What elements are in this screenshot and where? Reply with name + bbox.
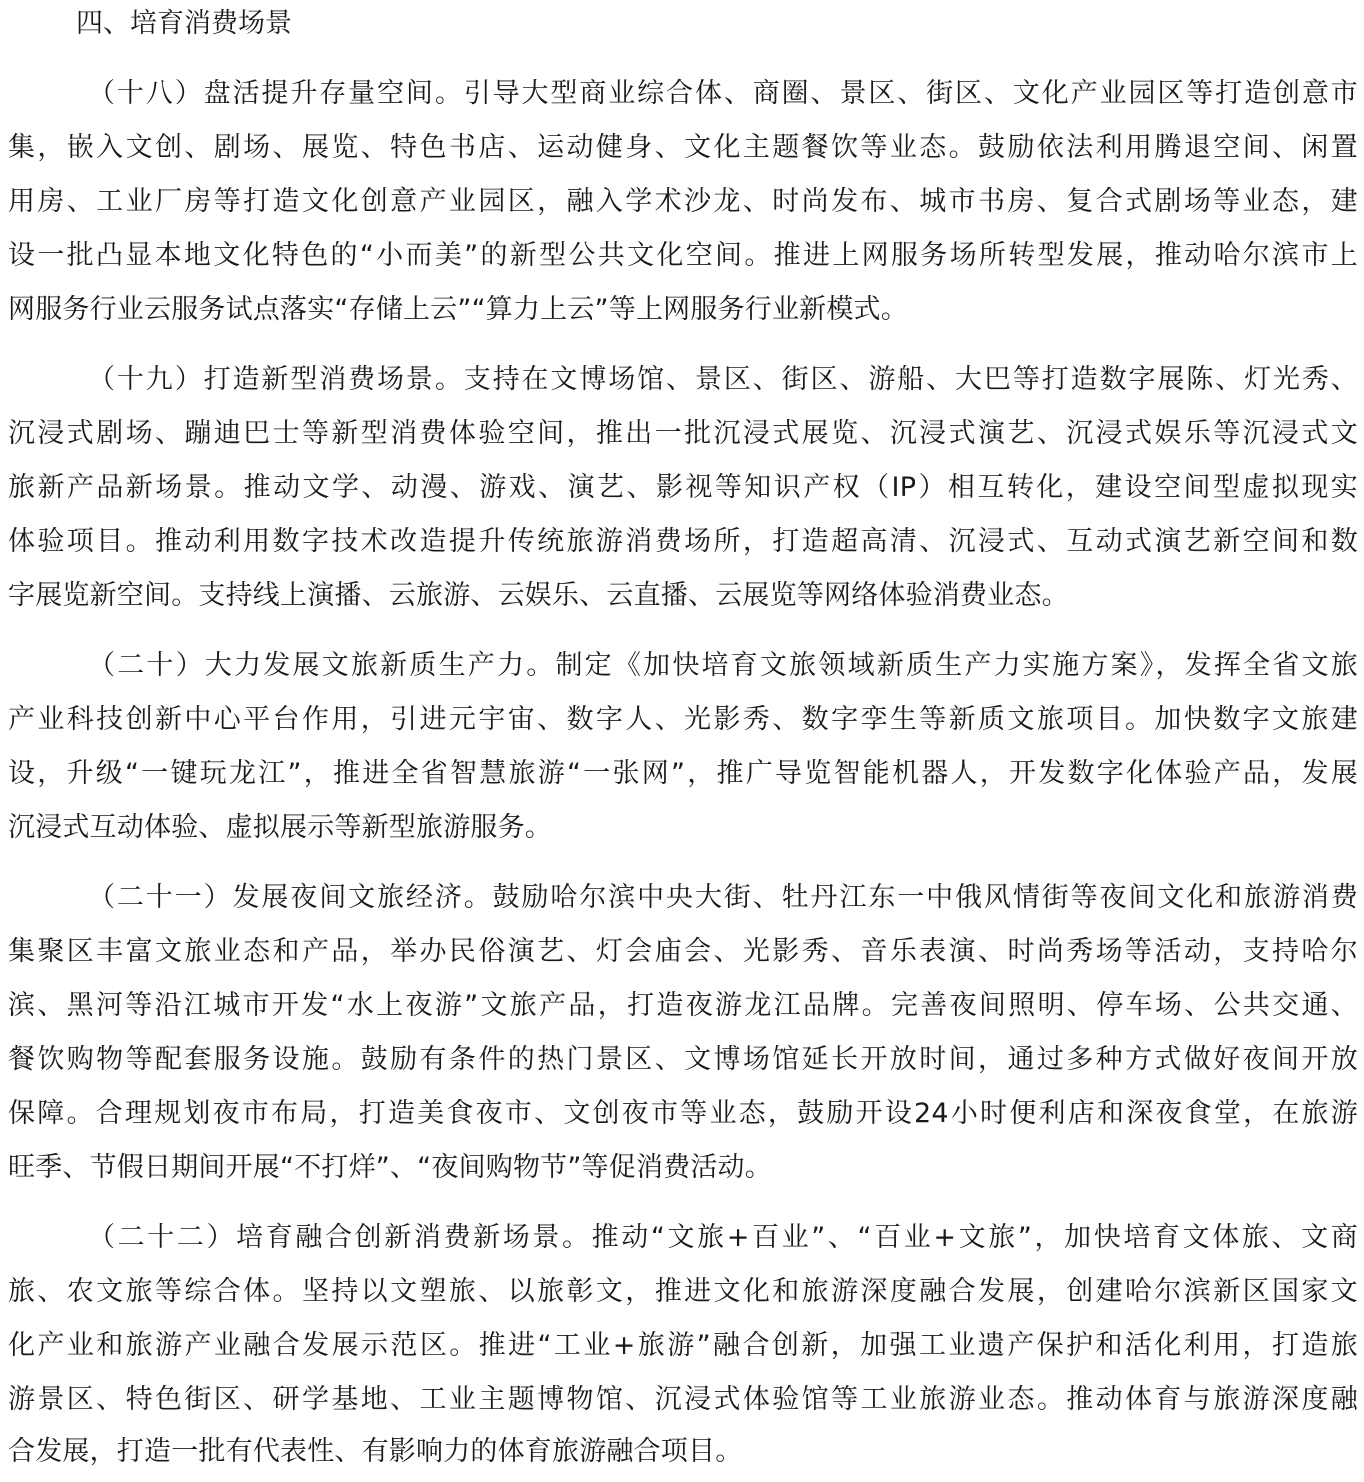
- paragraph-1-line-2: 集，嵌入文创、剧场、展览、特色书店、运动健身、文化主题餐饮等业态。鼓励依法利用腾退空间、闲置: [8, 132, 1358, 163]
- paragraph-4-line-3: 滨、黑河等沿江城市开发“水上夜游”文旅产品，打造夜游龙江品牌。完善夜间照明、停车场、公共交通、: [8, 990, 1358, 1021]
- paragraph-3-line-2: 产业科技创新中心平台作用，引进元宇宙、数字人、光影秀、数字孪生等新质文旅项目。加快数字文旅建: [8, 704, 1358, 735]
- paragraph-3-line-4: 沉浸式互动体验、虚拟展示等新型旅游服务。: [8, 812, 552, 843]
- paragraph-5-line-1: （二十二）培育融合创新消费新场景。推动“文旅+百业”、“百业+文旅”，加快培育文体旅、文商: [88, 1222, 1358, 1253]
- paragraph-1-line-3: 用房、工业厂房等打造文化创意产业园区，融入学术沙龙、时尚发布、城市书房、复合式剧场等业态，建: [8, 186, 1358, 217]
- paragraph-3-line-3: 设，升级“一键玩龙江”，推进全省智慧旅游“一张网”，推广导览智能机器人，开发数字化体验产品，发展: [8, 758, 1358, 789]
- paragraph-4-line-5: 保障。合理规划夜市布局，打造美食夜市、文创夜市等业态，鼓励开设24小时便利店和深夜食堂，在旅游: [8, 1098, 1358, 1129]
- paragraph-2-line-3: 旅新产品新场景。推动文学、动漫、游戏、演艺、影视等知识产权（IP）相互转化，建设空间型虚拟现实: [8, 472, 1358, 503]
- paragraph-2-line-4: 体验项目。推动利用数字技术改造提升传统旅游消费场所，打造超高清、沉浸式、互动式演艺新空间和数: [8, 526, 1358, 557]
- paragraph-5-line-4: 游景区、特色街区、研学基地、工业主题博物馆、沉浸式体验馆等工业旅游业态。推动体育与旅游深度融: [8, 1384, 1358, 1415]
- paragraph-2-line-5: 字展览新空间。支持线上演播、云旅游、云娱乐、云直播、云展览等网络体验消费业态。: [8, 580, 1069, 611]
- paragraph-4-line-4: 餐饮购物等配套服务设施。鼓励有条件的热门景区、文博场馆延长开放时间，通过多种方式做好夜间开放: [8, 1044, 1358, 1075]
- paragraph-5-line-2: 旅、农文旅等综合体。坚持以文塑旅、以旅彰文，推进文化和旅游深度融合发展，创建哈尔滨新区国家文: [8, 1276, 1358, 1307]
- paragraph-2-line-1: （十九）打造新型消费场景。支持在文博场馆、景区、街区、游船、大巴等打造数字展陈、灯光秀、: [88, 364, 1358, 395]
- paragraph-5-line-3: 化产业和旅游产业融合发展示范区。推进“工业+旅游”融合创新，加强工业遗产保护和活化利用，打造旅: [8, 1330, 1358, 1361]
- paragraph-4-line-2: 集聚区丰富文旅业态和产品，举办民俗演艺、灯会庙会、光影秀、音乐表演、时尚秀场等活动，支持哈尔: [8, 936, 1358, 967]
- paragraph-4-line-6: 旺季、节假日期间开展“不打烊”、“夜间购物节”等促消费活动。: [8, 1152, 772, 1183]
- section-heading: 四、培育消费场景: [76, 8, 292, 39]
- paragraph-1-line-4: 设一批凸显本地文化特色的“小而美”的新型公共文化空间。推进上网服务场所转型发展，推动哈尔滨市上: [8, 240, 1358, 271]
- paragraph-4-line-1: （二十一）发展夜间文旅经济。鼓励哈尔滨中央大街、牡丹江东一中俄风情街等夜间文化和旅游消费: [88, 882, 1358, 913]
- paragraph-3-line-1: （二十）大力发展文旅新质生产力。制定《加快培育文旅领域新质生产力实施方案》，发挥全省文旅: [88, 650, 1358, 681]
- paragraph-1-line-5: 网服务行业云服务试点落实“存储上云”“算力上云”等上网服务行业新模式。: [8, 294, 908, 325]
- paragraph-2-line-2: 沉浸式剧场、蹦迪巴士等新型消费体验空间，推出一批沉浸式展览、沉浸式演艺、沉浸式娱乐等沉浸式文: [8, 418, 1358, 449]
- paragraph-5-line-5: 合发展，打造一批有代表性、有影响力的体育旅游融合项目。: [8, 1436, 743, 1467]
- paragraph-1-line-1: （十八）盘活提升存量空间。引导大型商业综合体、商圈、景区、街区、文化产业园区等打造创意市: [88, 78, 1358, 109]
